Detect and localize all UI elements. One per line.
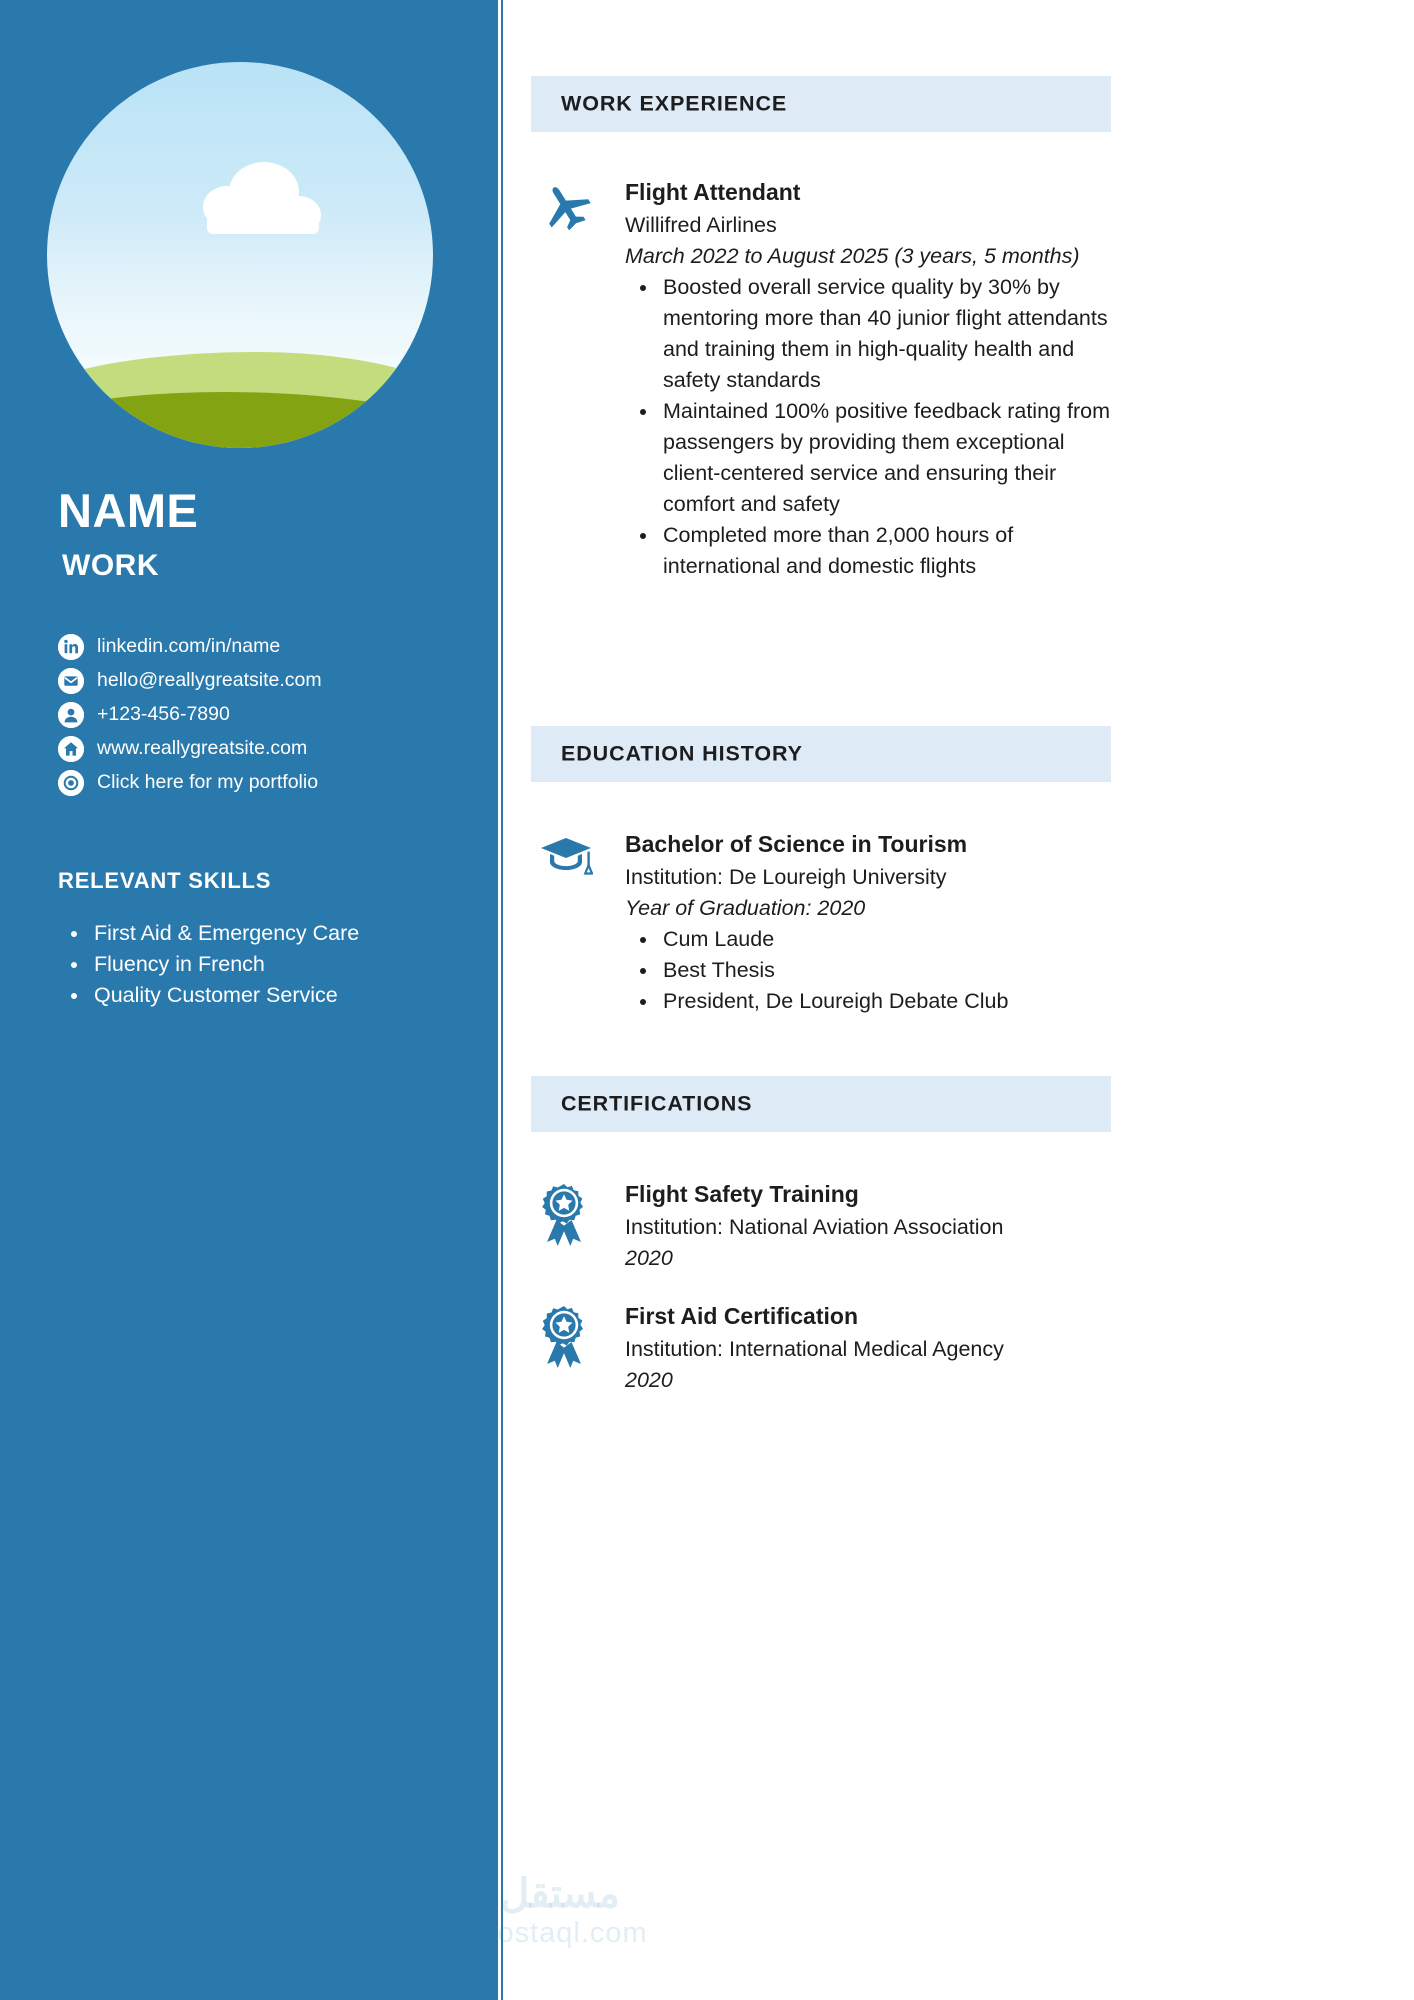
contact-item-linkedin[interactable] xyxy=(58,630,478,663)
person-icon xyxy=(58,702,84,728)
list-item: • First Aid & Emergency Care xyxy=(90,918,510,949)
avatar xyxy=(47,62,433,448)
contact-list xyxy=(58,630,478,800)
page-title: NAME xyxy=(58,484,199,537)
email-icon xyxy=(58,668,84,694)
watermark-latin-text: mostaql.com xyxy=(472,1917,648,1949)
certification-entry-1 xyxy=(531,1300,1111,1396)
award-ribbon-icon xyxy=(531,1178,625,1274)
certification-institution: Institution: International Medical Agency xyxy=(625,1337,1004,1361)
work-entry-body xyxy=(625,176,1111,582)
list-item: • Cum Laude xyxy=(659,924,1111,955)
linkedin-icon xyxy=(58,634,84,660)
employment-dates: March 2022 to August 2025 (3 years, 5 months) xyxy=(625,244,1080,268)
section-header-education-history xyxy=(531,726,1111,782)
contact-item-phone[interactable] xyxy=(58,698,478,731)
airplane-icon xyxy=(531,176,625,582)
education-entry-body xyxy=(625,828,1111,1017)
contact-linkedin-text: linkedin.com/in/name xyxy=(97,634,281,657)
job-role-subtitle: WORK xyxy=(62,549,159,582)
certification-entry-0 xyxy=(531,1178,1111,1274)
employer-name: Willifred Airlines xyxy=(625,213,777,237)
skills-list xyxy=(58,918,510,1011)
main-content xyxy=(531,0,1414,2000)
list-item: • Best Thesis xyxy=(659,955,1111,986)
list-item: • Boosted overall service quality by 30% by mentoring more than 40 junior flight attendants and training them in high-quality health and safety standards xyxy=(659,272,1111,396)
cloud-icon xyxy=(203,162,321,214)
contact-item-portfolio[interactable] xyxy=(58,766,478,799)
section-header-certifications xyxy=(531,1076,1111,1132)
list-item: • Completed more than 2,000 hours of international and domestic flights xyxy=(659,520,1111,582)
contact-portfolio-text: Click here for my portfolio xyxy=(97,770,319,793)
work-bullets xyxy=(625,272,1111,582)
graduation-cap-icon xyxy=(531,828,625,1017)
job-title: Flight Attendant xyxy=(625,179,801,205)
section-title-text: WORK EXPERIENCE xyxy=(561,91,788,116)
certification-year: 2020 xyxy=(625,1246,673,1270)
contact-item-email[interactable] xyxy=(58,664,478,697)
certification-year: 2020 xyxy=(625,1368,673,1392)
section-header-work-experience xyxy=(531,76,1111,132)
work-entry-0 xyxy=(531,176,1111,582)
list-item: • Maintained 100% positive feedback rating from passengers by providing them exceptional client-centered service and ensuring their comfort and safety xyxy=(659,396,1111,520)
certification-title: Flight Safety Training xyxy=(625,1181,859,1207)
education-bullets xyxy=(625,924,1111,1017)
degree-title: Bachelor of Science in Tourism xyxy=(625,831,968,857)
certification-entry-body xyxy=(625,1178,1111,1274)
certification-entry-body xyxy=(625,1300,1111,1396)
graduation-year: Year of Graduation: 2020 xyxy=(625,896,866,920)
list-item: • President, De Loureigh Debate Club xyxy=(659,986,1111,1017)
section-title-text: CERTIFICATIONS xyxy=(561,1091,753,1116)
contact-email-text: hello@reallygreatsite.com xyxy=(97,668,322,691)
list-item: • Quality Customer Service xyxy=(90,980,510,1011)
certification-title: First Aid Certification xyxy=(625,1303,858,1329)
home-icon xyxy=(58,736,84,762)
contact-item-website[interactable] xyxy=(58,732,478,765)
watermark-arabic-text: مستقل xyxy=(500,1872,620,1916)
section-title-text: EDUCATION HISTORY xyxy=(561,741,803,766)
education-entry-0 xyxy=(531,828,1111,1017)
list-item: • Fluency in French xyxy=(90,949,510,980)
institution-name: Institution: De Loureigh University xyxy=(625,865,947,889)
contact-website-text: www.reallygreatsite.com xyxy=(97,736,308,759)
certification-institution: Institution: National Aviation Association xyxy=(625,1215,1004,1239)
eye-icon xyxy=(58,770,84,796)
skills-section-title: RELEVANT SKILLS xyxy=(58,868,272,893)
award-ribbon-icon xyxy=(531,1300,625,1396)
contact-phone-text: +123-456-7890 xyxy=(97,702,230,725)
